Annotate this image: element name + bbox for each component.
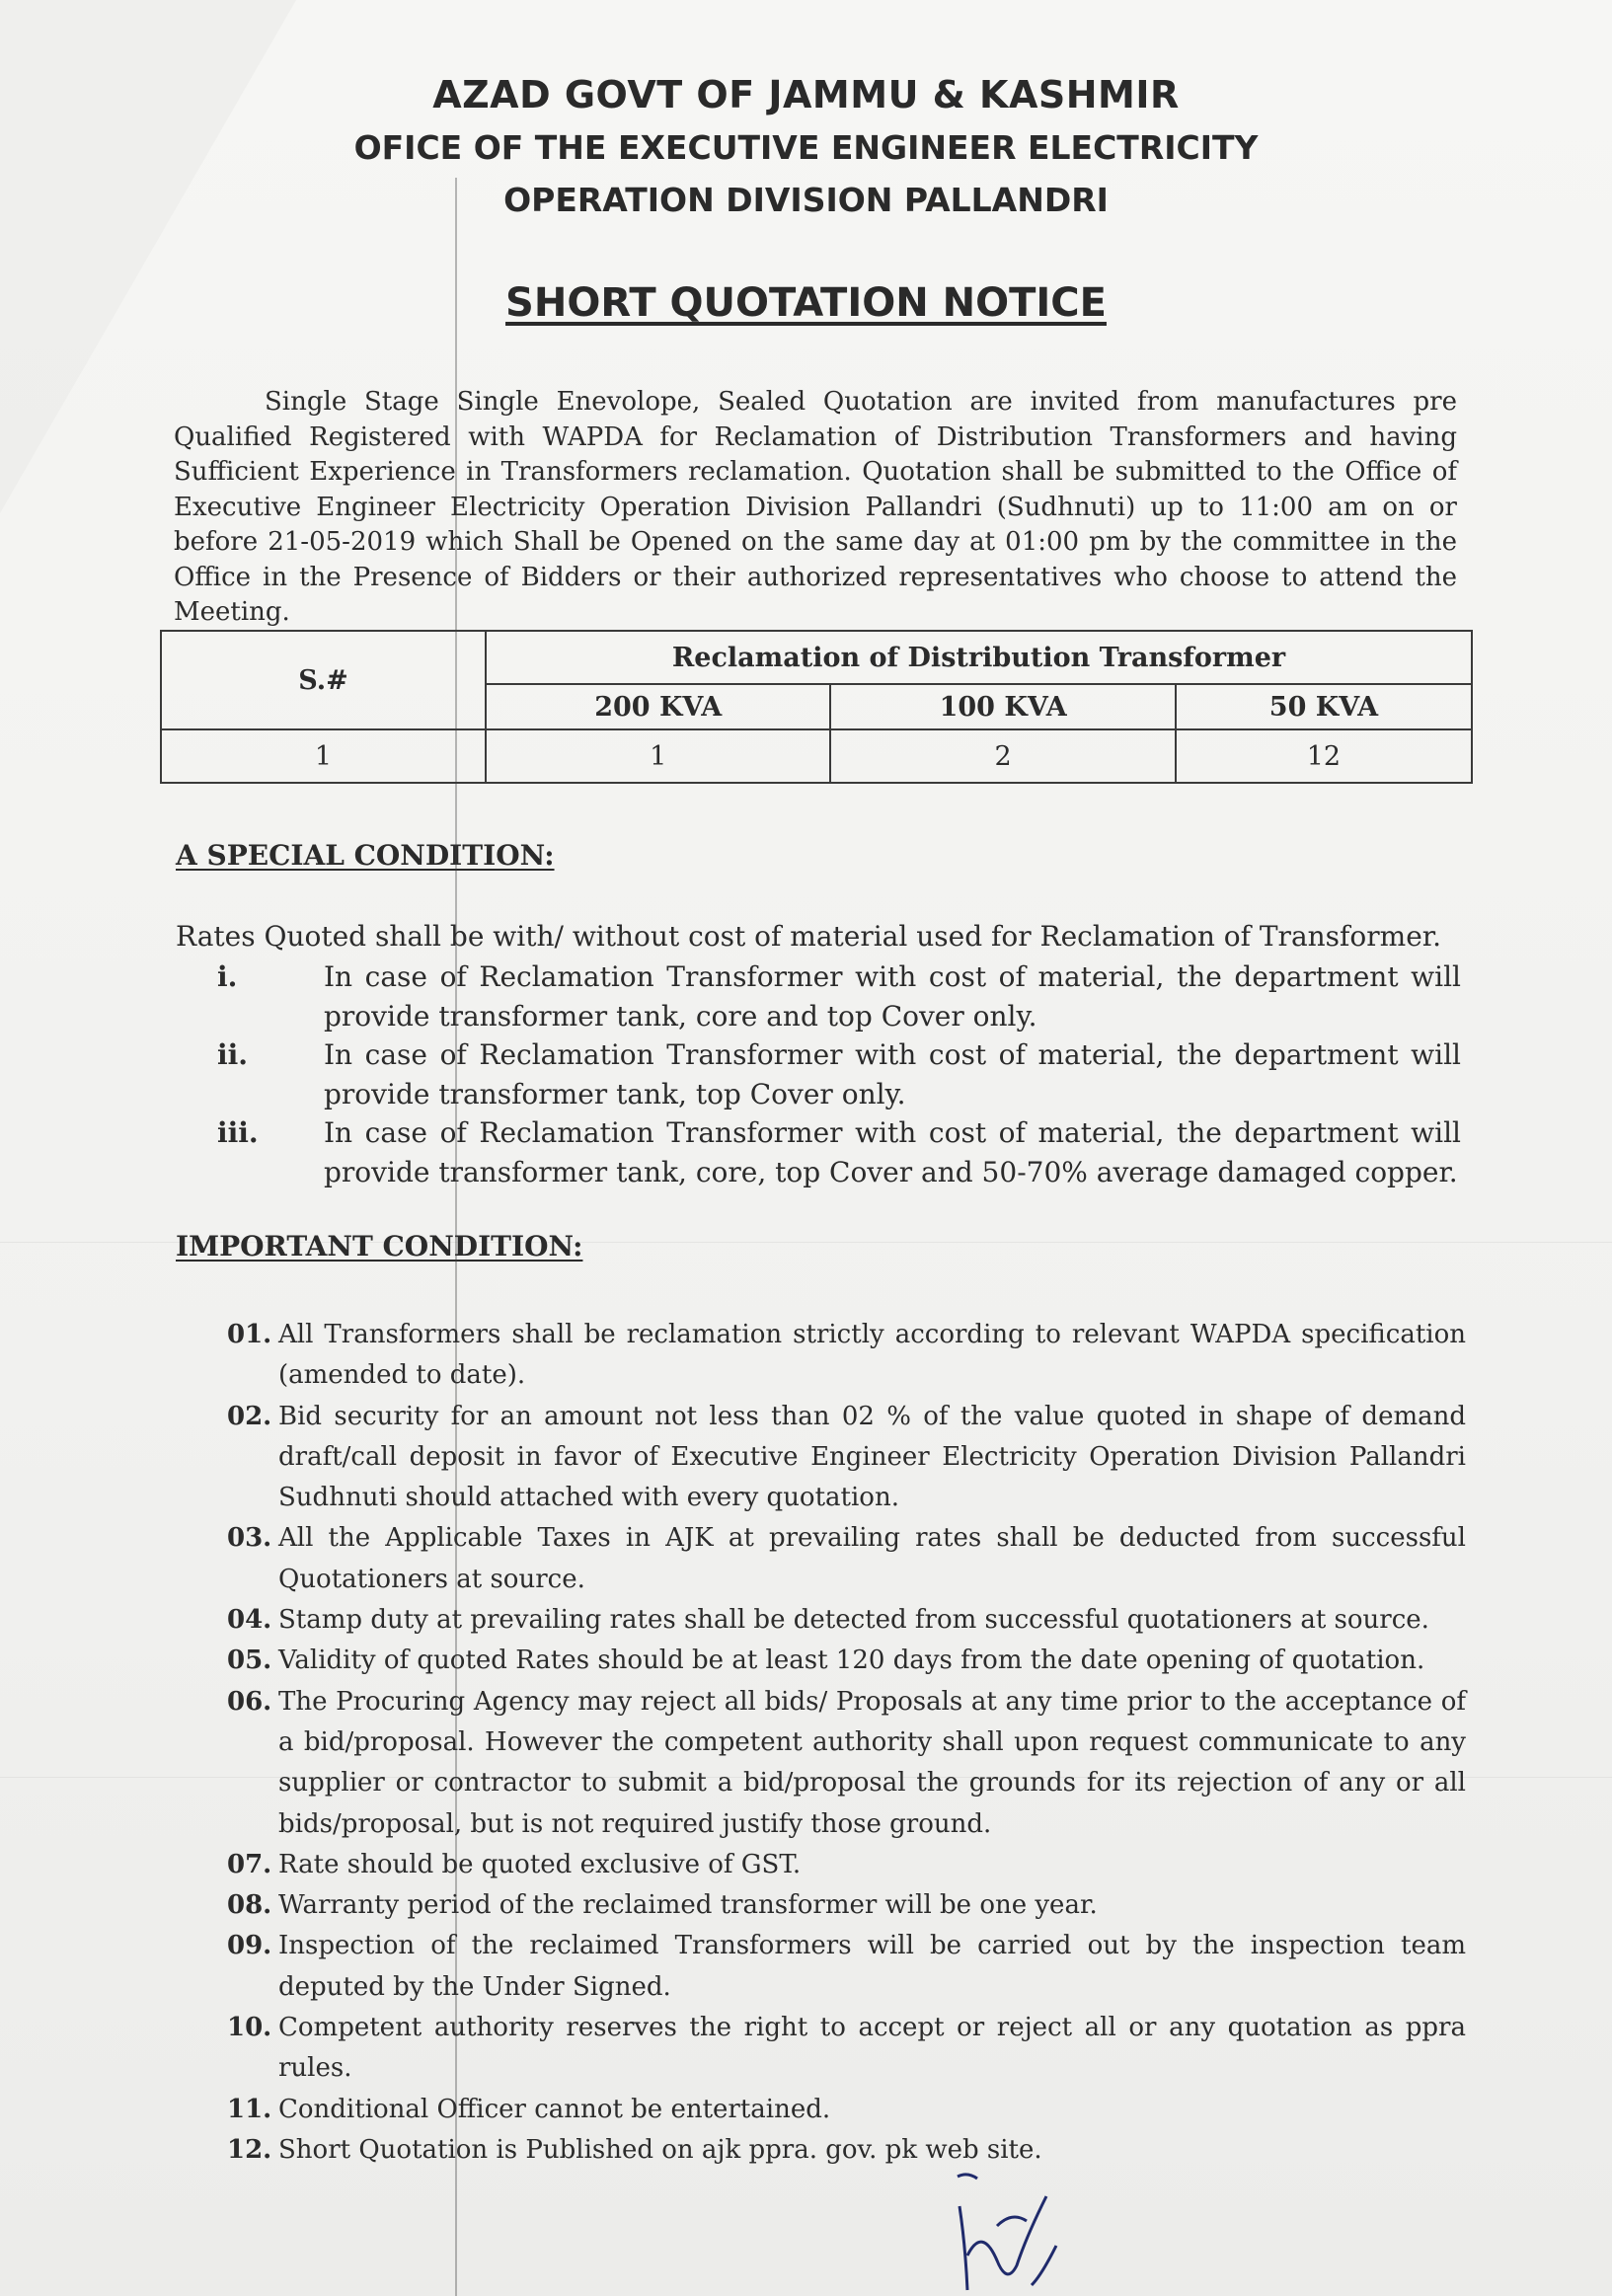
quantity-table [160,630,1473,784]
notice-title: SHORT QUOTATION NOTICE [505,280,1107,326]
list-item: 05. Validity of quoted Rates should be at least 120 days from the date opening of quotation. [227,1645,1425,1676]
important-condition-heading: IMPORTANT CONDITION: [176,1230,583,1263]
list-item: iii. In case of Reclamation Transformer with cost of material, the department will provide transformer tank, core, top Cover and 50-70% average damaged copper. [217,1116,1461,1188]
list-item: 12. Short Quotation is Published on ajk ppra. gov. pk web site. [227,2134,1042,2165]
list-item: 01. All Transformers shall be reclamation strictly according to relevant WAPDA specification (amended to date). [227,1320,1466,1391]
list-item: 04. Stamp duty at prevailing rates shall be detected from successful quotationers at source. [227,1605,1429,1636]
list-item: i. In case of Reclamation Transformer with cost of material, the department will provide transformer tank, core and top Cover only. [217,960,1461,1033]
table-cell-sno: 1 [161,729,486,783]
list-item: 09. Inspection of the reclaimed Transformers will be carried out by the inspection team deputed by the Under Signed. [227,1931,1466,2002]
list-item: 03. All the Applicable Taxes in AJK at prevailing rates shall be deducted from successful Quotationers at source. [227,1523,1466,1594]
table-col-50kva: 50 KVA [1176,684,1472,729]
special-condition-list [217,957,1461,1191]
important-condition-list [227,1315,1466,2171]
special-condition-heading: A SPECIAL CONDITION: [176,839,555,872]
special-condition-intro: Rates Quoted shall be with/ without cost of material used for Reclamation of Transformer. [176,920,1441,953]
table-row [161,729,1472,783]
table-cell-100kva: 2 [830,729,1175,783]
table-col-200kva: 200 KVA [486,684,830,729]
paper-fold-line [455,178,457,2296]
list-item: 07. Rate should be quoted exclusive of GST. [227,1849,802,1879]
list-item: ii. In case of Reclamation Transformer with cost of material, the department will provide transformer tank, top Cover only. [217,1038,1461,1110]
list-item: 08. Warranty period of the reclaimed transformer will be one year. [227,1890,1098,1921]
table-cell-50kva: 12 [1176,729,1472,783]
header-division: OPERATION DIVISION PALLANDRI [503,181,1109,219]
table-group-header: Reclamation of Distribution Transformer [486,631,1472,684]
table-col-100kva: 100 KVA [830,684,1175,729]
header-government: AZAD GOVT OF JAMMU & KASHMIR [432,73,1180,116]
intro-paragraph: Single Stage Single Enevolope, Sealed Quotation are invited from manufactures pre Qualified Registered with WAPDA for Reclamation of Distribution Transformers and having Sufficient Experience in Transformers reclamation. Quotation shall be submitted to the Office of Executive Engineer Electricity Operation Division Pallandri (Sudhnuti) up to 11:00 am on or before 21-05-2019 which Shall be Opened on the same day at 01:00 pm by the committee in the Office in the Presence of Bidders or their authorized representatives who choose to attend the Meeting. [174,387,1457,627]
list-item: 06. The Procuring Agency may reject all bids/ Proposals at any time prior to the acceptance of a bid/proposal. However the competent authority shall upon request communicate to any supplier or contractor to submit a bid/proposal the grounds for its rejection of any or all bids/proposal, but is not required justify those ground. [227,1686,1466,1839]
list-item: 02. Bid security for an amount not less than 02 % of the value quoted in shape of demand draft/call deposit in favor of Executive Engineer Electricity Operation Division Pallandri Sudhnuti should attached with every quotation. [227,1401,1466,1513]
table-cell-200kva: 1 [486,729,830,783]
list-item: 10. Competent authority reserves the right to accept or reject all or any quotation as ppra rules. [227,2013,1466,2084]
table-header-sno: S.# [161,631,486,729]
list-item: 11. Conditional Officer cannot be entertained. [227,2094,831,2124]
header-office: OFICE OF THE EXECUTIVE ENGINEER ELECTRICITY [353,128,1259,167]
signature-mark [938,2167,1076,2296]
